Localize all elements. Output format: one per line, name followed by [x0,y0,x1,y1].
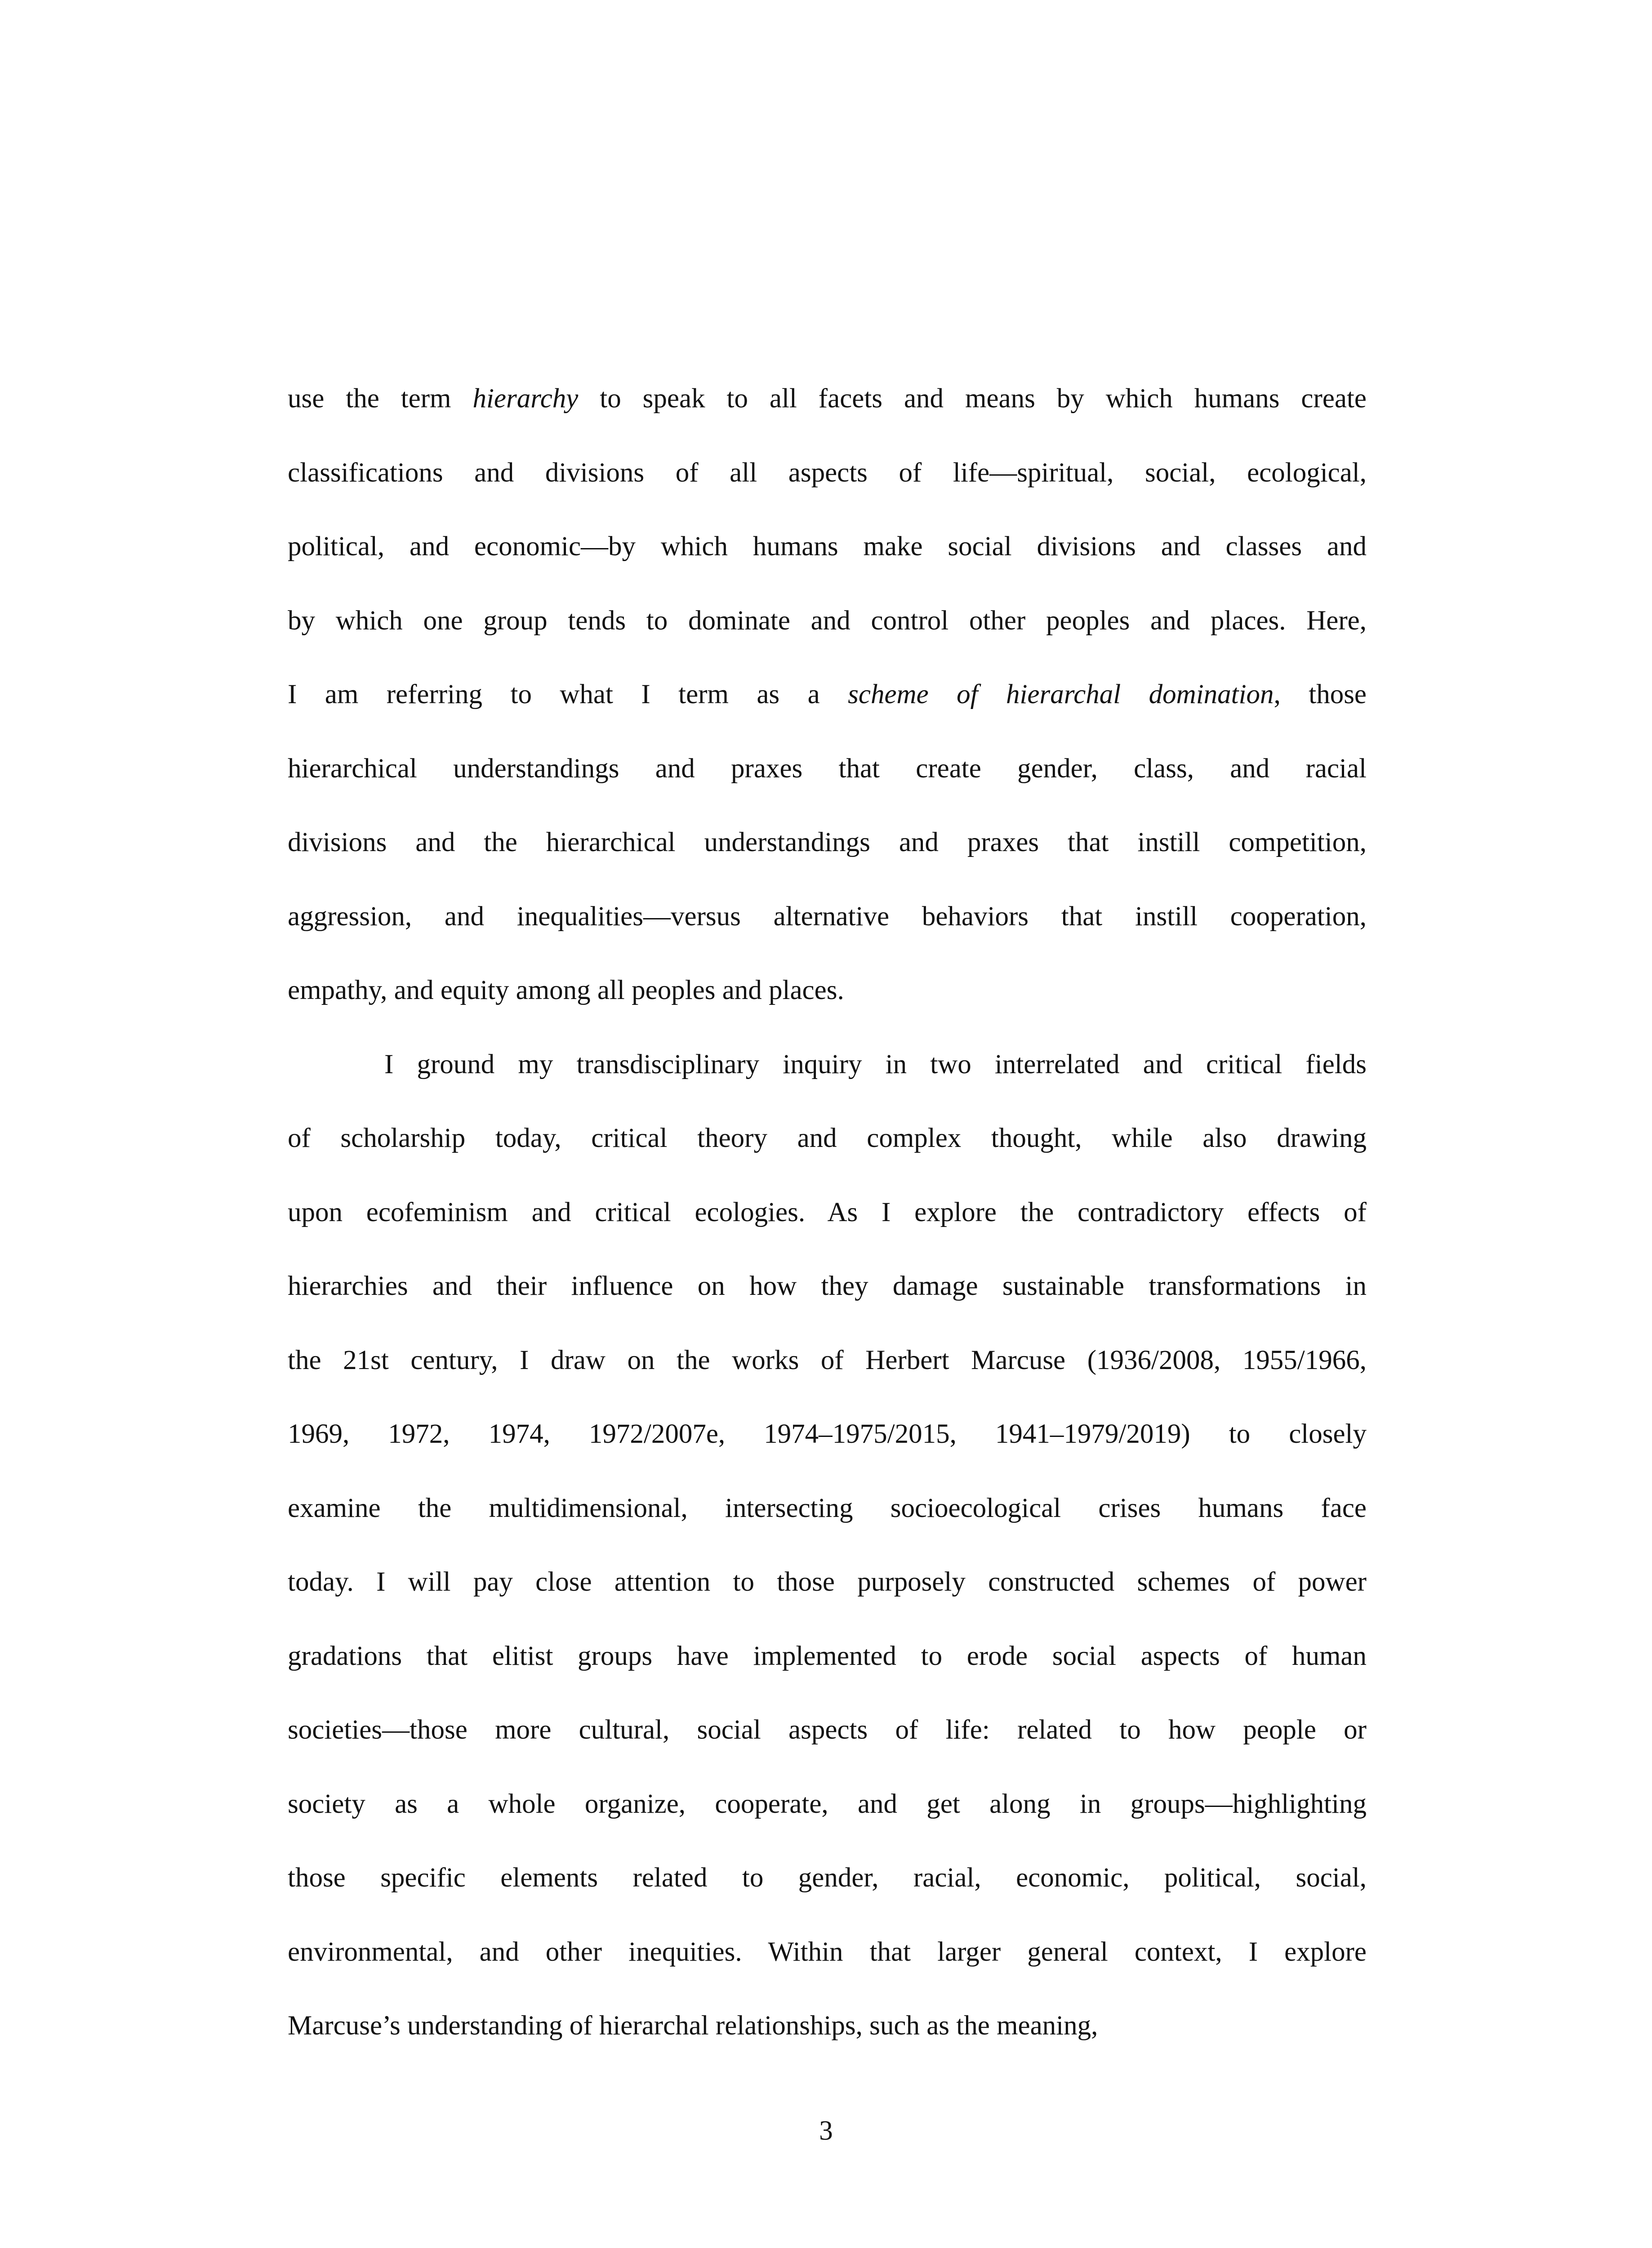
text-line [288,1028,1367,1102]
text-line [288,954,1367,1028]
text-run: hierarchical understandings and praxes that create gender, class, and racial [288,753,1367,784]
text-line [288,1545,1367,1619]
text-line [288,436,1367,510]
text-run: society as a whole organize, cooperate, and get along in groups—highlighting [288,1789,1367,1819]
body-text [288,362,1367,2063]
text-line [288,584,1367,658]
text-run: societies—those more cultural, social aspects of life: related to how people or [288,1715,1367,1745]
text-line [288,1989,1367,2063]
text-run: I am referring to what I term as a [288,679,848,709]
text-run: classifications and divisions of all aspects of life—spiritual, social, ecological, [288,457,1367,488]
text-line [288,806,1367,880]
text-line [288,880,1367,954]
italic-term: hierarchy [472,384,579,414]
text-line [288,1249,1367,1324]
text-run: divisions and the hierarchical understandings and praxes that instill competition, [288,827,1367,857]
text-line [288,1767,1367,1842]
page-number: 3 [819,2116,833,2146]
text-line [288,1472,1367,1546]
text-run: examine the multidimensional, intersecting socioecological crises humans face [288,1493,1367,1523]
text-run: those specific elements related to gender, racial, economic, political, social, [288,1863,1367,1893]
text-run: to speak to all facets and means by which humans create [578,384,1367,414]
text-run: empathy, and equity among all peoples and places. [288,975,844,1005]
text-line [288,658,1367,732]
text-line [288,1619,1367,1694]
text-run: political, and economic—by which humans make social divisions and classes and [288,531,1367,562]
text-line [288,1693,1367,1767]
text-line [288,1841,1367,1915]
text-run: the 21st century, I draw on the works of Herbert Marcuse (1936/2008, 1955/1966, [288,1345,1367,1375]
text-line [288,1176,1367,1250]
text-line [288,732,1367,806]
text-run: by which one group tends to dominate and control other peoples and places. Here, [288,605,1367,636]
italic-term: scheme of hierarchal domination [848,679,1274,709]
text-run: of scholarship today, critical theory and complex thought, while also drawing [288,1123,1367,1153]
text-line [288,1102,1367,1176]
text-run: gradations that elitist groups have implemented to erode social aspects of human [288,1641,1367,1671]
text-line [288,510,1367,584]
text-line [288,362,1367,436]
text-line [288,1915,1367,1989]
text-run: use the term [288,384,473,414]
text-run: I ground my transdisciplinary inquiry in two interrelated and critical fields [384,1049,1367,1079]
text-run: Marcuse’s understanding of hierarchal relationships, such as the meaning, [288,2011,1098,2041]
text-run: environmental, and other inequities. Within that larger general context, I explore [288,1936,1367,1967]
text-run: upon ecofeminism and critical ecologies. As I explore the contradictory effects of [288,1197,1367,1227]
text-line [288,1397,1367,1472]
text-run: , those [1274,679,1367,709]
text-run: aggression, and inequalities—versus alternative behaviors that instill cooperation, [288,901,1367,932]
text-line [288,1324,1367,1398]
text-run: hierarchies and their influence on how they damage sustainable transformations in [288,1271,1367,1301]
text-run: 1969, 1972, 1974, 1972/2007e, 1974–1975/2015, 1941–1979/2019) to closely [288,1419,1367,1449]
text-run: today. I will pay close attention to those purposely constructed schemes of power [288,1567,1367,1597]
